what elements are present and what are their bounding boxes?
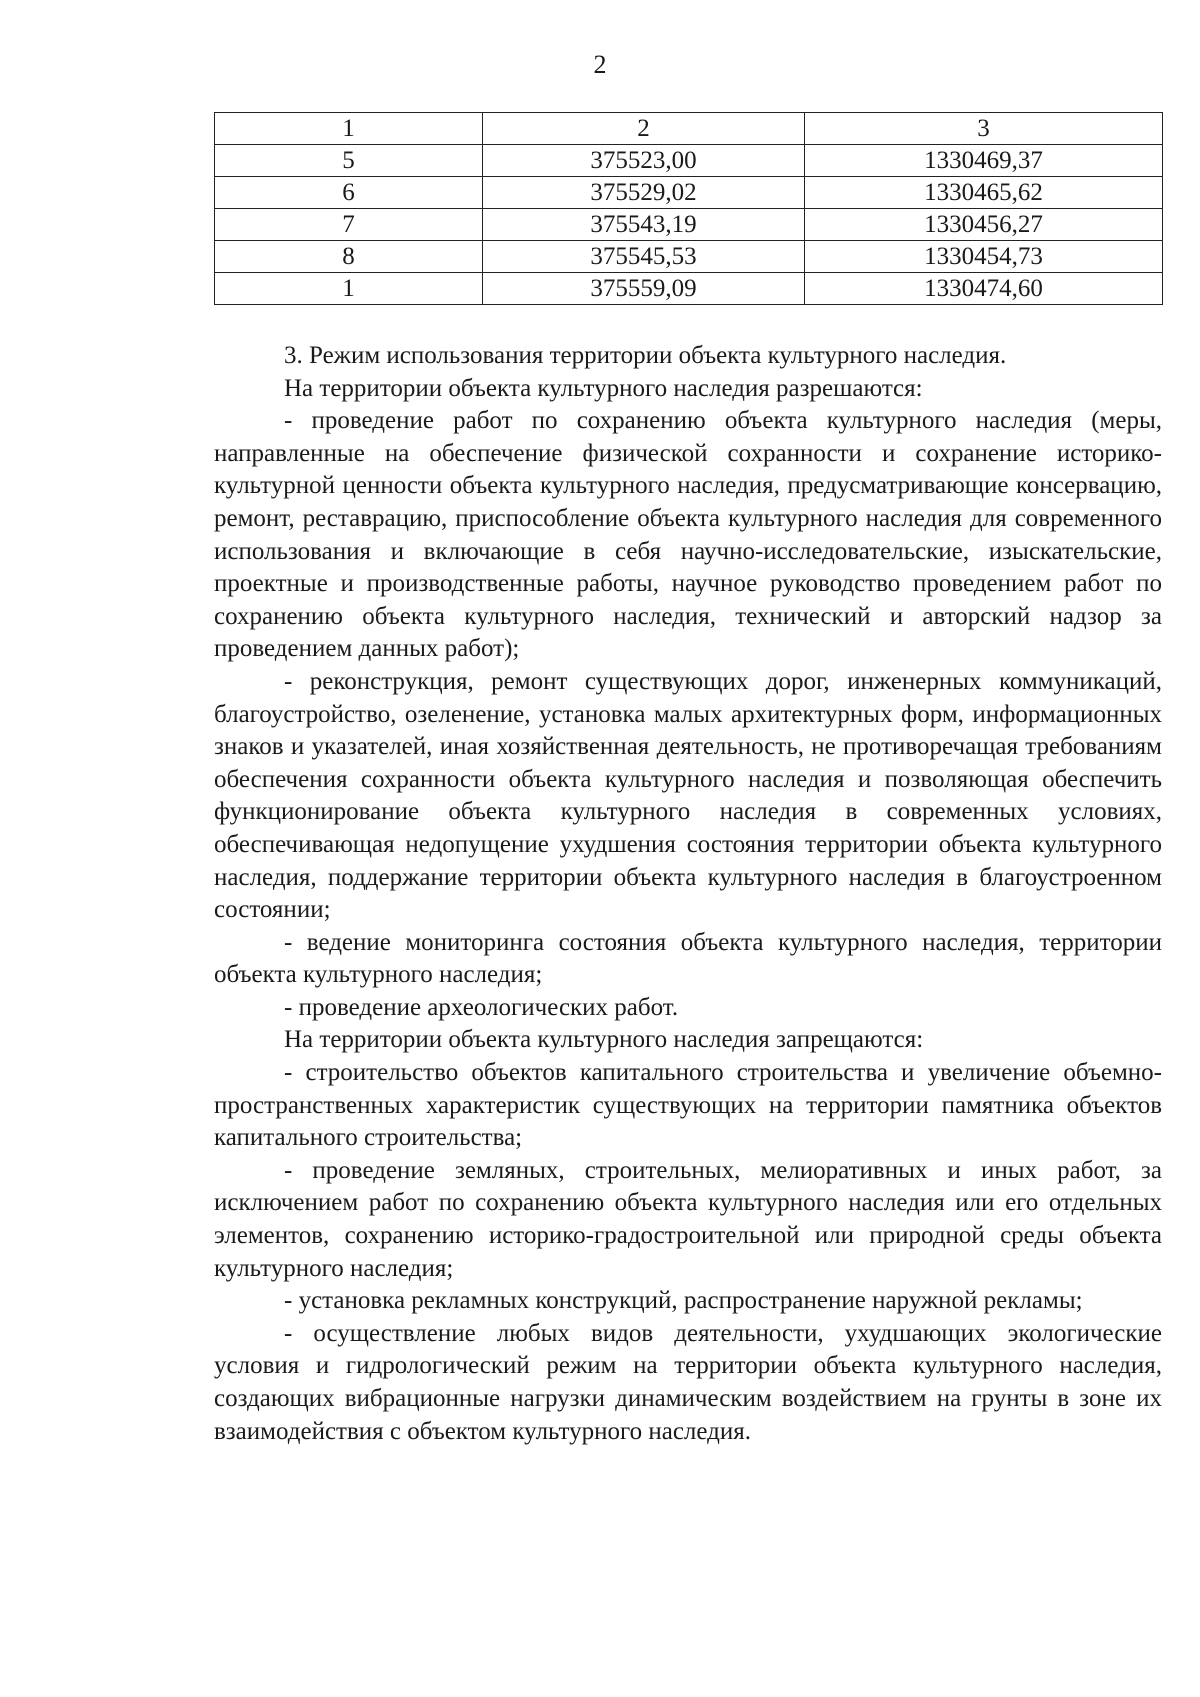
- forbidden-item: - осуществление любых видов деятельности, ухудшающих экологические условия и гидрологический режим на территории объекта культурного наследия, создающих вибрационные нагрузки динамическим воздействием на грунты в зоне их взаимодействия с объектом культурного наследия.: [214, 1319, 1162, 1445]
- table-row: [215, 177, 1163, 209]
- x-coordinate-cell: 375529,02: [483, 177, 805, 209]
- y-coordinate-cell: 1330469,37: [805, 145, 1163, 177]
- point-number-cell: 6: [215, 177, 483, 209]
- point-number-cell: 1: [215, 273, 483, 305]
- table-row: [215, 145, 1163, 177]
- column-header: 3: [805, 113, 1163, 145]
- forbidden-item: - проведение земляных, строительных, мелиоративных и иных работ, за исключением работ по сохранению объекта культурного наследия или его отдельных элементов, сохранению историко-градостроительной или природной среды объекта культурного наследия;: [214, 1156, 1162, 1282]
- table-row: [215, 273, 1163, 305]
- table-row: [215, 209, 1163, 241]
- allowed-item: - проведение работ по сохранению объекта культурного наследия (меры, направленные на обеспечение физической сохранности и сохранение историко-культурной ценности объекта культурного наследия, предусматривающие консервацию, ремонт, реставрацию, приспособление объекта культурного наследия для современного использования и включающие в себя научно-исследовательские, изыскательские, проектные и производственные работы, научное руководство проведением работ по сохранению объекта культурного наследия, технический и авторский надзор за проведением данных работ);: [214, 407, 1162, 663]
- allowed-item: - реконструкция, ремонт существующих дорог, инженерных коммуникаций, благоустройство, озеленение, установка малых архитектурных форм, информационных знаков и указателей, иная хозяйственная деятельность, не противоречащая требованиям обеспечения сохранности объекта культурного наследия и позволяющая обеспечить функционирование объекта культурного наследия в современных условиях, обеспечивающая недопущение ухудшения состояния территории объекта культурного наследия, поддержание территории объекта культурного наследия в благоустроенном состоянии;: [214, 667, 1162, 924]
- table-row: [215, 241, 1163, 273]
- x-coordinate-cell: 375523,00: [483, 145, 805, 177]
- forbidden-item: - строительство объектов капитального строительства и увеличение объемно-пространственных характеристик существующих на территории памятника объектов капитального строительства;: [214, 1059, 1162, 1152]
- x-coordinate-cell: 375545,53: [483, 241, 805, 273]
- x-coordinate-cell: 375559,09: [483, 273, 805, 305]
- section-heading: 3. Режим использования территории объекта культурного наследия.: [284, 342, 1007, 369]
- coordinates-table: [214, 112, 1163, 305]
- y-coordinate-cell: 1330465,62: [805, 177, 1163, 209]
- column-header: 1: [215, 113, 483, 145]
- allowed-item: - проведение археологических работ.: [284, 993, 679, 1021]
- column-header: 2: [483, 113, 805, 145]
- point-number-cell: 8: [215, 241, 483, 273]
- forbidden-intro: На территории объекта культурного наследия запрещаются:: [284, 1026, 924, 1054]
- y-coordinate-cell: 1330456,27: [805, 209, 1163, 241]
- y-coordinate-cell: 1330454,73: [805, 241, 1163, 273]
- y-coordinate-cell: 1330474,60: [805, 273, 1163, 305]
- page-number: 2: [593, 50, 607, 79]
- forbidden-item: - установка рекламных конструкций, распространение наружной рекламы;: [284, 1287, 1083, 1315]
- point-number-cell: 5: [215, 145, 483, 177]
- table-header-row: [215, 113, 1163, 145]
- allowed-item: - ведение мониторинга состояния объекта культурного наследия, территории объекта культурного наследия;: [214, 928, 1162, 989]
- document-body: [214, 340, 1162, 1448]
- allowed-intro: На территории объекта культурного наследия разрешаются:: [284, 374, 923, 402]
- point-number-cell: 7: [215, 209, 483, 241]
- x-coordinate-cell: 375543,19: [483, 209, 805, 241]
